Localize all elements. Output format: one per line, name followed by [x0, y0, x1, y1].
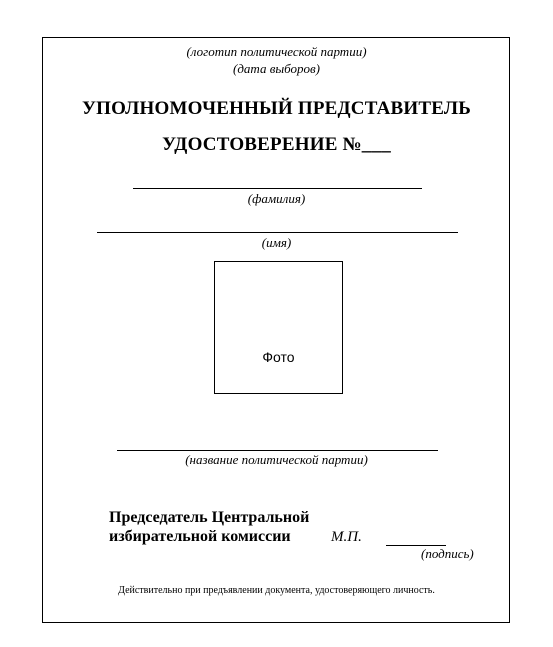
- surname-line: [133, 188, 422, 189]
- certificate-number-label: УДОСТОВЕРЕНИЕ №___: [162, 134, 391, 155]
- name-hint: (имя): [261, 235, 292, 250]
- surname-hint: (фамилия): [247, 191, 306, 206]
- stamp-place-label: М.П.: [331, 529, 362, 545]
- party-logo-hint: (логотип политической партии): [186, 44, 367, 59]
- chairman-title-line2: избирательной комиссии: [109, 528, 291, 545]
- photo-label: Фото: [262, 349, 295, 365]
- chairman-title-line1: Председатель Центральной: [109, 509, 310, 526]
- name-line: [97, 232, 458, 233]
- signature-hint: (подпись): [421, 546, 474, 561]
- photo-placeholder: [214, 261, 343, 394]
- document-title: УПОЛНОМОЧЕННЫЙ ПРЕДСТАВИТЕЛЬ: [81, 98, 472, 119]
- party-name-line: [117, 450, 438, 451]
- party-name-hint: (название политической партии): [185, 452, 368, 467]
- validity-note: Действительно при предъявлении документа, удостоверяющего личность.: [118, 585, 435, 596]
- election-date-hint: (дата выборов): [233, 61, 320, 76]
